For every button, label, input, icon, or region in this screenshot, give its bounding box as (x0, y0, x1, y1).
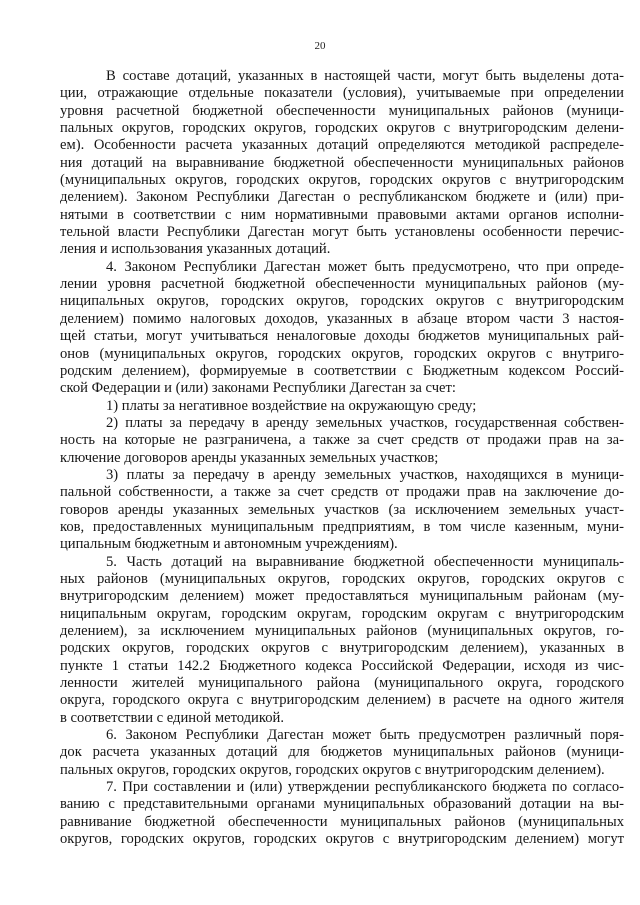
text-line: 6. Законом Республики Дагестан может быть предусмотрен различный поря- (106, 727, 624, 744)
text-line: говоров аренды указанных земельных участков (за исключением земельных участ- (60, 501, 624, 518)
page-number: 20 (314, 40, 326, 52)
text-line: В составе дотаций, указанных в настоящей части, могут быть выделены дота- (106, 68, 624, 84)
text-line: делением) помимо налоговых доходов, указанных в абзаце втором части 3 настоя- (60, 310, 624, 327)
paragraph (60, 727, 624, 779)
text-line: 3) платы за передачу в аренду земельных участков, находящихся в муници- (106, 466, 624, 483)
paragraph (60, 415, 624, 467)
text-line: тельной власти Республики Дагестан могут быть установлены особенности перечис- (60, 224, 624, 241)
text-line: ления и использования указанных дотаций. (60, 241, 331, 258)
text-line: делением), за исключением муниципальных районов (муниципальных округов, го- (60, 623, 624, 639)
text-line: ем). Особенности расчета указанных дотаций определяются методикой распределе- (60, 137, 624, 154)
paragraph (60, 467, 624, 554)
text-line: округа, городского округа с внутригородским делением) в расчете на одного жителя (60, 692, 624, 709)
paragraph (60, 68, 624, 259)
text-line: пальных округов, городских округов, городских округов с внутригородским делением). (60, 761, 605, 778)
text-line: равнивание бюджетной обеспеченности муниципальных районов (муниципальных (60, 813, 624, 830)
text-line: ниципальных округов, городских округов, городских округов с внутригородским (60, 293, 624, 310)
text-line: 2) платы за передачу в аренду земельных участков, государственная собствен- (106, 414, 624, 431)
text-line: ключение договоров аренды указанных земельных участков; (60, 449, 439, 466)
text-line: 1) платы за негативное воздействие на окружающую среду; (106, 397, 477, 414)
body-text (60, 68, 624, 848)
text-line: родских округов, городских округов с внутригородским делением), указанных в (60, 640, 624, 657)
text-line: ской Федерации и (или) законами Республики Дагестан за счет: (60, 380, 456, 397)
paragraph (60, 554, 624, 727)
text-line: ния дотаций на выравнивание бюджетной обеспеченности муниципальных районов (60, 154, 624, 171)
text-line: пункте 1 статьи 142.2 Бюджетного кодекса Российской Федерации, исходя из чис- (60, 657, 624, 674)
text-line: ципальным бюджетным и автономным учреждениям). (60, 536, 398, 553)
text-line: 7. При составлении и (или) утверждении республиканского бюджета по согласо- (106, 779, 624, 796)
text-line: округов, городских округов, городских округов с внутригородским делением) могут (60, 831, 624, 848)
text-line: родским делением), формируемые в соответствии с Бюджетным кодексом Россий- (60, 362, 624, 379)
text-line: уровня расчетной бюджетной обеспеченности муниципальных районов (муници- (60, 102, 624, 119)
text-line: док расчета указанных дотаций для бюджетов муниципальных районов (муници- (60, 744, 624, 761)
text-line: щей статьи, могут учитываться неналоговые доходы бюджетов муниципальных рай- (60, 328, 624, 345)
text-line: внутригородским делением) может предоставляться муниципальным районам (му- (60, 588, 624, 605)
text-line: (муниципальных округов, городских округов, городских округов с внутригородским (60, 172, 624, 189)
text-line: ванию с представительными органами муниципальных образований дотации на вы- (60, 796, 624, 813)
text-line: ции, отражающие отдельные показатели (условия), учитываемые при определении (60, 85, 624, 102)
text-line: лении уровня расчетной бюджетной обеспеченности муниципальных районов (му- (60, 276, 624, 293)
text-line: ленности жителей муниципального района (муниципального округа, городского (60, 675, 624, 692)
text-line: ков, предоставленных муниципальным предприятиям, в том числе казенным, муни- (60, 518, 624, 535)
text-line: в соответствии с единой методикой. (60, 709, 284, 726)
text-line: пальной собственности, а также за счет средств от продажи прав на заключение до- (60, 484, 624, 501)
paragraph (60, 779, 624, 848)
text-line: делением). Законом Республики Дагестан о республиканском бюджете и (или) при- (60, 189, 624, 206)
text-line: ных районов (муниципальных округов, городских округов, городских округов с (60, 570, 624, 587)
paragraph (60, 259, 624, 398)
text-line: 4. Законом Республики Дагестан может быть предусмотрено, что при опреде- (106, 258, 624, 275)
text-line: ность на которые не разграничена, а также за счет средств от продажи прав на за- (60, 432, 624, 449)
text-line: пальных округов, городских округов, городских округов с внутригородским делени- (60, 120, 624, 137)
text-line: онов (муниципальных округов, городских округов, городских округов с внутриго- (60, 345, 624, 362)
text-line: нятыми в соответствии с ним нормативными правовыми актами органов исполни- (60, 206, 624, 223)
text-line: 5. Часть дотаций на выравнивание бюджетной обеспеченности муниципаль- (106, 553, 624, 570)
text-line: ниципальным округам, городским округам, городским округам с внутригородским (60, 605, 624, 622)
paragraph (60, 398, 624, 415)
